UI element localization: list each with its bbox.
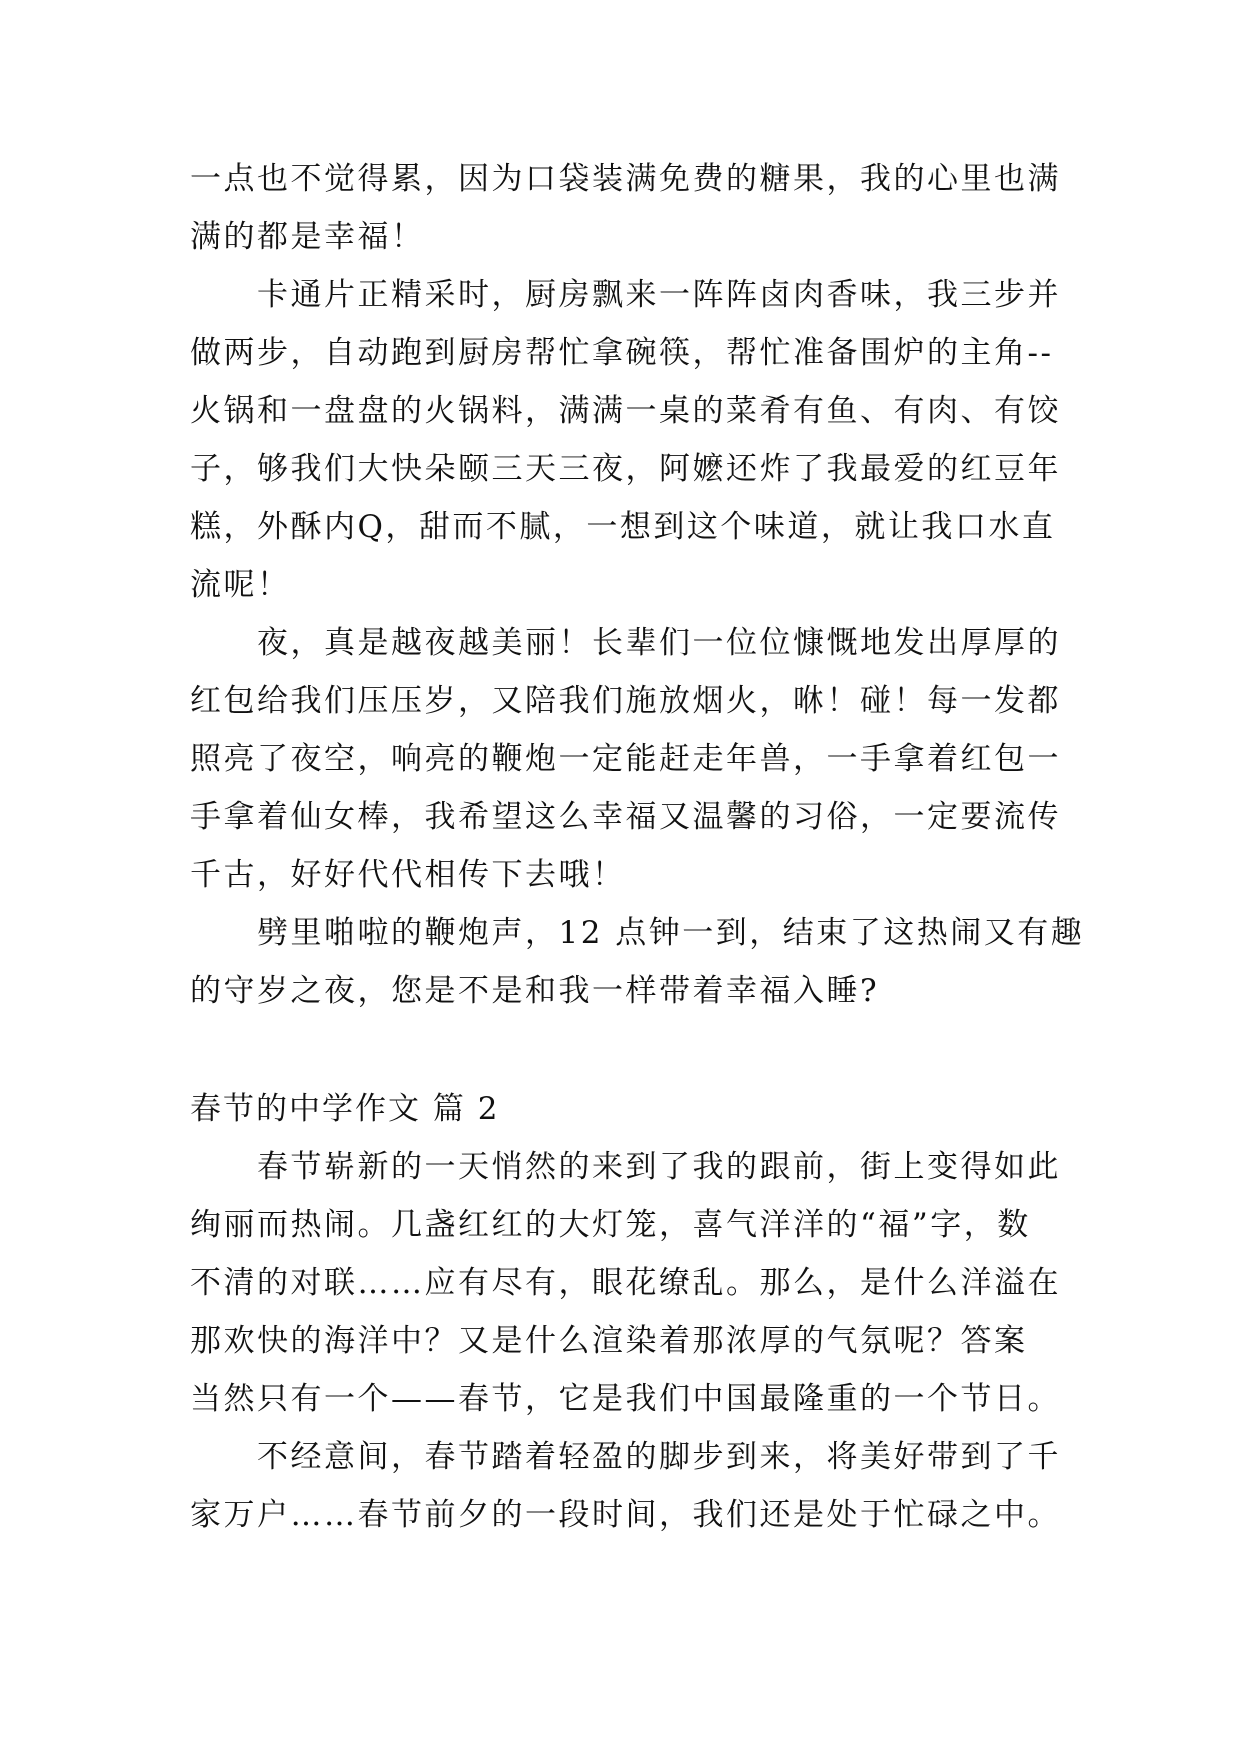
text-line: 那欢快的海洋中？又是什么渲染着那浓厚的气氛呢？答案	[190, 1323, 1028, 1359]
paragraph	[190, 150, 1060, 266]
text-line: 糕，外酥内Q，甜而不腻，一想到这个味道，就让我口水直	[190, 509, 1056, 545]
text-line: 绚丽而热闹。几盏红红的大灯笼，喜气洋洋的“福”字，数	[190, 1207, 1031, 1243]
paragraph	[190, 1428, 1060, 1544]
text-line: 春节崭新的一天悄然的来到了我的跟前，街上变得如此	[190, 1149, 1061, 1185]
text-line: 千古，好好代代相传下去哦！	[190, 857, 626, 893]
text-line: 满的都是幸福！	[190, 219, 425, 255]
paragraph	[190, 1138, 1060, 1428]
text-line: 手拿着仙女棒，我希望这么幸福又温馨的习俗，一定要流传	[190, 799, 1061, 835]
text-line: 子，够我们大快朵颐三天三夜，阿嬷还炸了我最爱的红豆年	[190, 451, 1061, 487]
document-page	[190, 150, 1085, 1544]
paragraph	[190, 266, 1060, 614]
text-line: 火锅和一盘盘的火锅料，满满一桌的菜肴有鱼、有肉、有饺	[190, 393, 1061, 429]
text-line: 当然只有一个——春节，它是我们中国最隆重的一个节日。	[190, 1381, 1061, 1417]
text-line: 家万户……春节前夕的一段时间，我们还是处于忙碌之中。	[190, 1497, 1061, 1533]
text-line: 照亮了夜空，响亮的鞭炮一定能赶走年兽，一手拿着红包一	[190, 741, 1061, 777]
section-spacer	[190, 1020, 1060, 1080]
text-line: 做两步，自动跑到厨房帮忙拿碗筷，帮忙准备围炉的主角--	[190, 335, 1054, 371]
text-line: 流呢！	[190, 567, 291, 603]
text-line: 红包给我们压压岁，又陪我们施放烟火，咻！碰！每一发都	[190, 683, 1061, 719]
text-line: 夜，真是越夜越美丽！长辈们一位位慷慨地发出厚厚的	[190, 625, 1061, 661]
paragraph	[190, 904, 1085, 1020]
text-line: 一点也不觉得累，因为口袋装满免费的糖果，我的心里也满	[190, 161, 1061, 197]
paragraph	[190, 614, 1060, 904]
section-heading: 春节的中学作文 篇 2	[190, 1091, 500, 1127]
text-line: 不清的对联……应有尽有，眼花缭乱。那么，是什么洋溢在	[190, 1265, 1061, 1301]
text-line: 不经意间，春节踏着轻盈的脚步到来，将美好带到了千	[190, 1439, 1061, 1475]
text-line: 劈里啪啦的鞭炮声，12 点钟一到，结束了这热闹又有趣	[190, 915, 1085, 951]
text-line: 卡通片正精采时，厨房飘来一阵阵卤肉香味，我三步并	[190, 277, 1061, 313]
text-line: 的守岁之夜，您是不是和我一样带着幸福入睡?	[190, 973, 880, 1009]
